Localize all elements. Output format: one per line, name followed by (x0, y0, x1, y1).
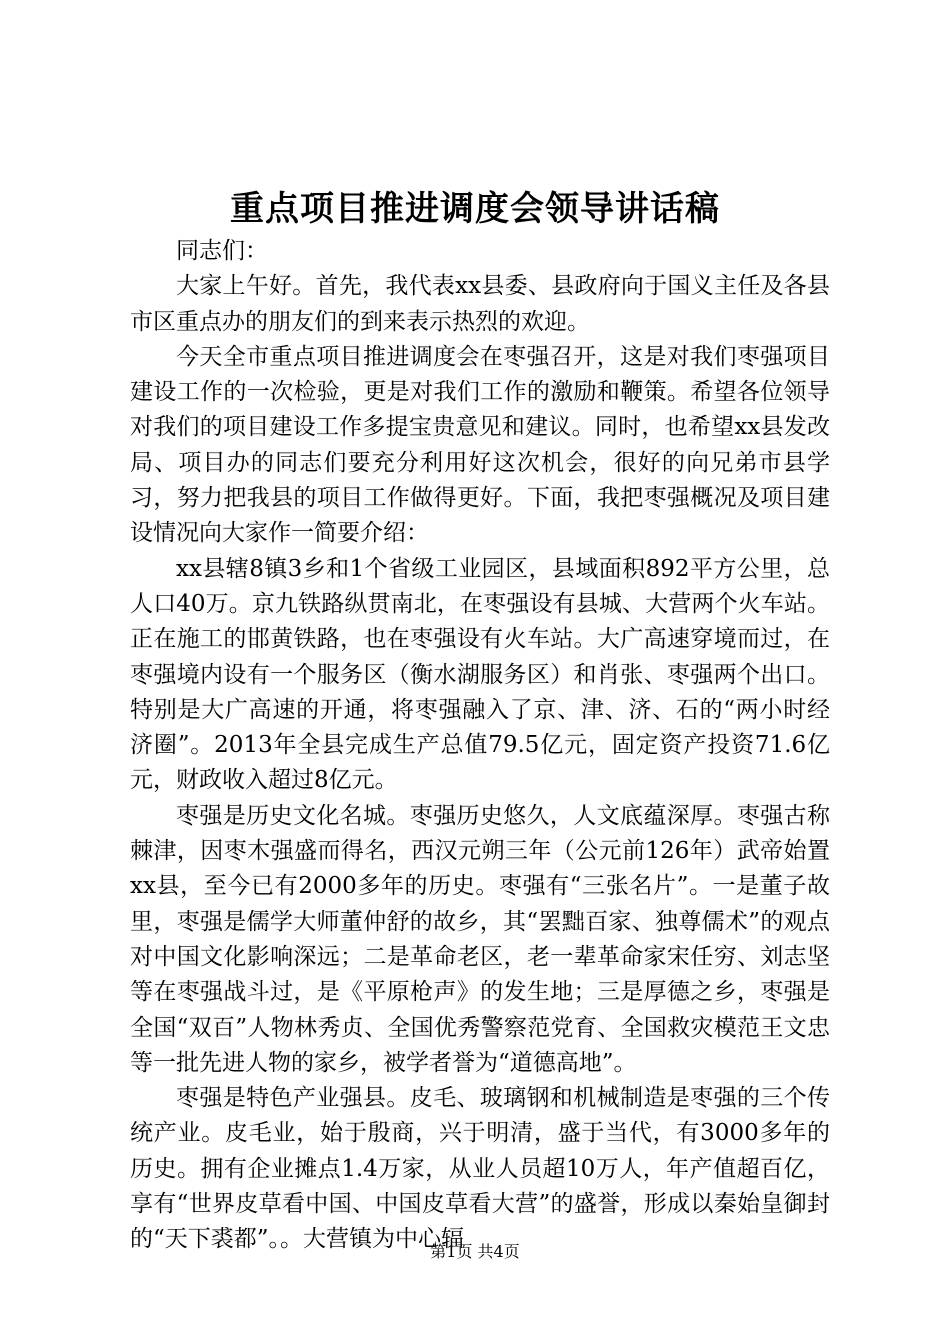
document-body (130, 234, 830, 1258)
paragraph-1: 大家上午好。首先，我代表xx县委、县政府向于国义主任及各县市区重点办的朋友们的到来表示热烈的欢迎。 (130, 273, 830, 335)
paragraph-5: 枣强是特色产业强县。皮毛、玻璃钢和机械制造是枣强的三个传统产业。皮毛业，始于殷商，兴于明清，盛于当代，有3000多年的历史。拥有企业摊点1.4万家，从业人员超10万人，年产值超百亿，享有“世界皮草看中国、中国皮草看大营”的盛誉，形成以秦始皇御封的“天下裘都”。。大营镇为中心辐 (130, 1085, 830, 1253)
document-title: 重点项目推进调度会领导讲话稿 (230, 189, 720, 229)
salutation: 同志们： (176, 238, 268, 264)
paragraph-3: xx县辖8镇3乡和1个省级工业园区，县域面积892平方公里，总人口40万。京九铁路纵贯南北，在枣强设有县城、大营两个火车站。正在施工的邯黄铁路，也在枣强设有火车站。大广高速穿境而过，在枣强境内设有一个服务区（衡水湖服务区）和肖张、枣强两个出口。特别是大广高速的开通，将枣强融入了京、津、济、石的“两小时经济圈”。2013年全县完成生产总值79.5亿元，固定资产投资71.6亿元，财政收入超过8亿元。 (130, 555, 830, 794)
paragraph-2: 今天全市重点项目推进调度会在枣强召开，这是对我们枣强项目建设工作的一次检验，更是对我们工作的激励和鞭策。希望各位领导对我们的项目建设工作多提宝贵意见和建议。同时，也希望xx县发改局、项目办的同志们要充分利用好这次机会，很好的向兄弟市县学习，努力把我县的项目工作做得更好。下面，我把枣强概况及项目建设情况向大家作一简要介绍： (130, 343, 830, 547)
paragraph-4: 枣强是历史文化名城。枣强历史悠久，人文底蕴深厚。枣强古称棘津，因枣木强盛而得名，西汉元朔三年（公元前126年）武帝始置xx县，至今已有2000多年的历史。枣强有“三张名片”。一是董子故里，枣强是儒学大师董仲舒的故乡，其“罢黜百家、独尊儒术”的观点对中国文化影响深远；二是革命老区，老一辈革命家宋任穷、刘志坚等在枣强战斗过，是《平原枪声》的发生地；三是厚德之乡，枣强是全国“双百”人物林秀贞、全国优秀警察范党育、全国救灾模范王文忠等一批先进人物的家乡，被学者誉为“道德高地”。 (130, 802, 830, 1076)
page-footer: 第1页 共4页 (430, 1242, 520, 1261)
